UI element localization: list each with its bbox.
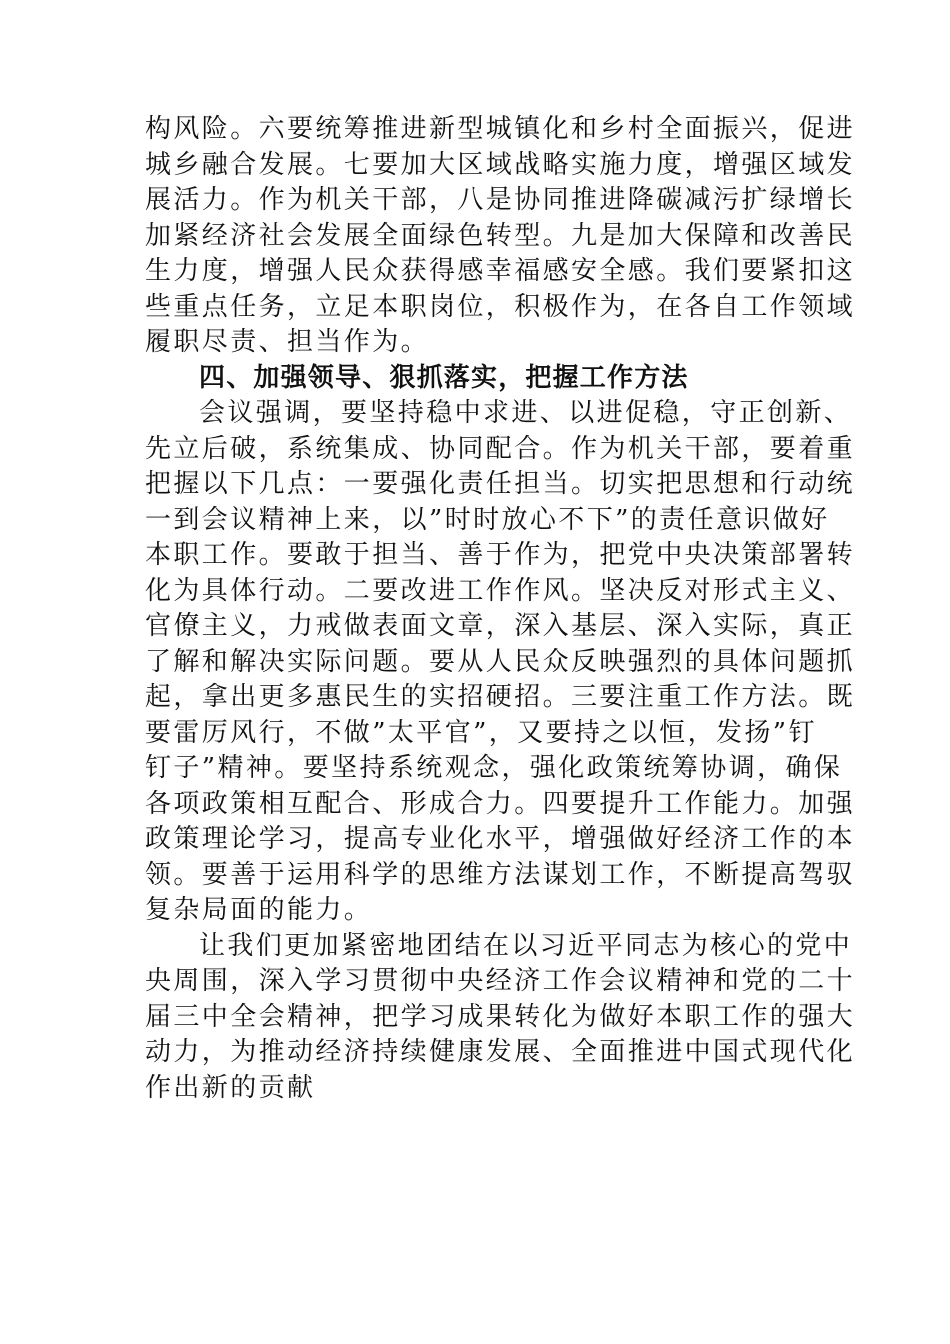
text-line: 构风险。六要统筹推进新型城镇化和乡村全面振兴，促进 (145, 114, 856, 144)
text-line: 些重点任务，立足本职岗位，积极作为，在各自工作领域 (145, 291, 856, 322)
text-line: 届三中全会精神，把学习成果转化为做好本职工作的强大 (145, 1001, 856, 1032)
text-line: 会议强调，要坚持稳中求进、以进促稳，守正创新、 (199, 398, 853, 428)
text-line: 复杂局面的能力。 (145, 895, 373, 925)
document-body (145, 112, 856, 1106)
paragraph-tasks-continued (145, 112, 856, 361)
text-line: 履职尽责、担当作为。 (145, 327, 430, 357)
text-line: 各项政策相互配合、形成合力。四要提升工作能力。加强 (145, 788, 856, 819)
text-line: 要雷厉风行，不做”太平官”，又要持之以恒，发扬”钉 (145, 717, 817, 748)
text-line: 加紧经济社会发展全面绿色转型。九是加大保障和改善民 (145, 220, 856, 251)
text-line: 官僚主义，力戒做表面文章，深入基层、深入实际，真正 (145, 611, 856, 641)
text-line: 动力，为推动经济持续健康发展、全面推进中国式现代化 (145, 1037, 856, 1067)
text-line: 领。要善于运用科学的思维方法谋划工作，不断提高驾驭 (145, 859, 856, 890)
text-line: 展活力。作为机关干部，八是协同推进降碳减污扩绿增长 (145, 185, 856, 215)
text-line: 把握以下几点：一要强化责任担当。切实把思想和行动统 (145, 469, 856, 499)
text-line: 了解和解决实际问题。要从人民众反映强烈的具体问题抓 (145, 646, 856, 677)
text-line: 先立后破，系统集成、协同配合。作为机关干部，要着重 (145, 433, 856, 464)
text-line: 一到会议精神上来，以”时时放心不下”的责任意识做好 (145, 504, 830, 535)
paragraph-closing (145, 929, 856, 1107)
paragraph-work-methods (145, 396, 856, 929)
text-line: 生力度，增强人民众获得感幸福感安全感。我们要紧扣这 (145, 256, 856, 286)
text-line: 政策理论学习，提高专业化水平，增强做好经济工作的本 (145, 824, 856, 854)
text-line: 起，拿出更多惠民生的实招硬招。三要注重工作方法。既 (145, 682, 856, 712)
text-line: 本职工作。要敢于担当、善于作为，把党中央决策部署转 (145, 540, 856, 570)
section-heading-4: 四、加强领导、狠抓落实，把握工作方法 (199, 362, 689, 393)
text-line: 钉子”精神。要坚持系统观念，强化政策统筹协调，确保 (145, 753, 843, 783)
text-line: 央周围，深入学习贯彻中央经济工作会议精神和党的二十 (145, 966, 856, 996)
text-line: 作出新的贡献 (145, 1072, 316, 1103)
text-line: 城乡融合发展。七要加大区域战略实施力度，增强区域发 (145, 149, 856, 180)
text-line: 化为具体行动。二要改进工作作风。坚决反对形式主义、 (145, 575, 856, 606)
text-line: 让我们更加紧密地团结在以习近平同志为核心的党中 (199, 930, 853, 961)
